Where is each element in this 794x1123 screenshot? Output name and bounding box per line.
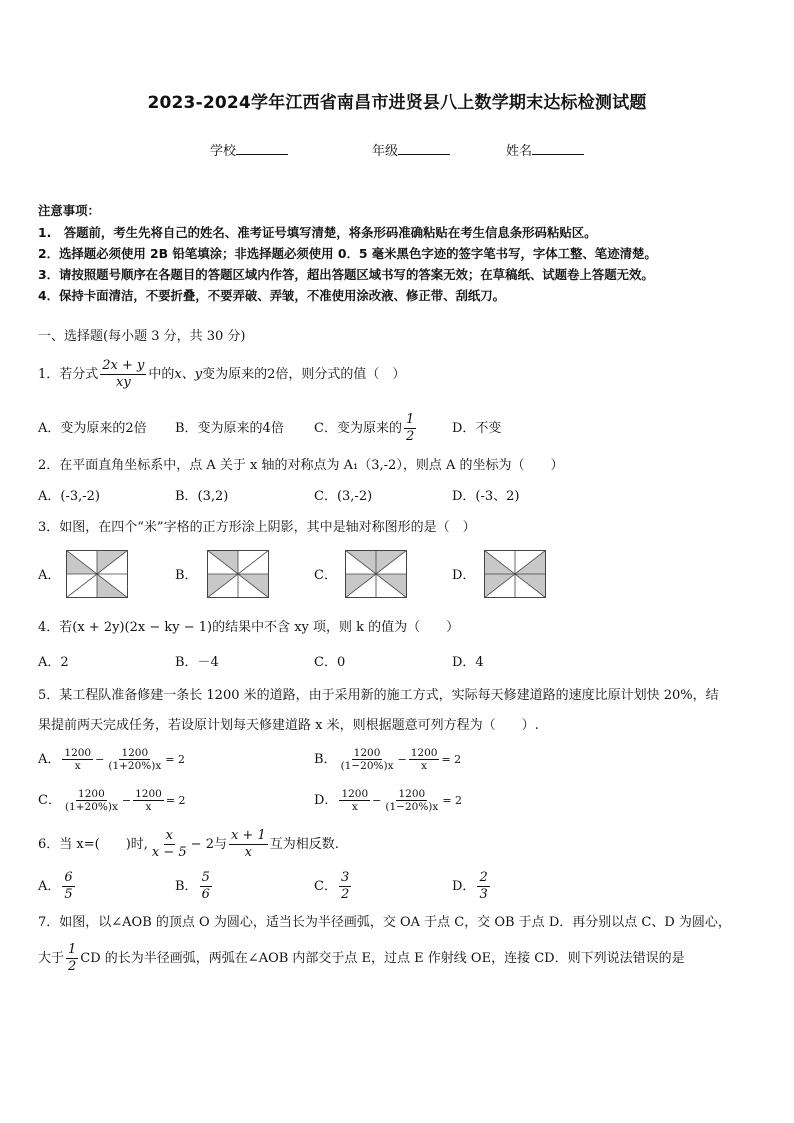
q2-option-a: A．(-3,-2): [38, 489, 100, 504]
q1-frac-den: xy: [115, 375, 131, 390]
name-label: 姓名: [506, 144, 533, 159]
q5-option-d: [314, 785, 462, 817]
q3-figure-b: [207, 550, 269, 598]
frac: [62, 870, 74, 903]
q1-suffix: 变为原来的2倍，则分式的值（ ）: [202, 367, 406, 382]
frac-num: 1200: [341, 788, 369, 800]
frac-den: 3: [479, 887, 488, 902]
q1-option-a: A．变为原来的2倍: [38, 421, 147, 436]
q3-option-a: A．: [38, 568, 61, 583]
q2-option-d: D．(-3、2): [452, 489, 520, 504]
q5-option-a: [38, 744, 185, 776]
q3-option-b: B．: [175, 568, 198, 583]
q2-option-b: B．(3,2): [175, 489, 229, 504]
q1-fraction: [100, 358, 146, 391]
frac-den: x − 5: [151, 845, 187, 860]
option-label: A．: [38, 752, 61, 767]
equals: = 2: [441, 753, 462, 766]
frac-num: 5: [201, 870, 210, 885]
frac: [409, 747, 440, 772]
frac-num: 1200: [398, 788, 426, 800]
q3-figure-c: [345, 550, 407, 598]
frac-den: (1+20%)x: [108, 760, 162, 772]
frac: [339, 788, 370, 813]
frac-den: 5: [64, 887, 73, 902]
frac-den: 6: [201, 887, 210, 902]
option-label: A．: [38, 879, 61, 894]
school-field[interactable]: [210, 140, 288, 159]
question-5-line-1: 5．某工程队准备修建一条长 1200 米的道路，由于采用新的施工方式，实际每天修建道路的速度比原计划快 20%，结: [38, 688, 719, 703]
frac: [339, 870, 351, 903]
minus-sign: −: [397, 753, 407, 766]
q5-option-c: [38, 785, 186, 817]
question-7-line-1: 7．如图，以∠AOB 的顶点 O 为圆心，适当长为半径画弧，交 OA 于点 C，交 OB 于点 D．再分别以点 C、D 为圆心，: [38, 915, 731, 930]
frac-num: 2: [479, 870, 488, 885]
q6-frac-1: [150, 828, 189, 861]
frac: [133, 788, 164, 813]
q1-frac-num: 2x + y: [102, 358, 145, 373]
section-heading: 一、选择题(每小题 3 分，共 30 分): [38, 329, 246, 344]
frac-num: 1: [405, 412, 415, 427]
q6-option-b: [175, 868, 214, 906]
option-label: B．: [175, 879, 198, 894]
q6-option-d: [452, 868, 492, 906]
option-label: D．: [314, 793, 338, 808]
frac-den: x: [74, 760, 81, 772]
question-3: 3．如图，在四个“米”字格的正方形涂上阴影，其中是轴对称图形的是（ ）: [38, 520, 476, 535]
q4-option-b: B．－4: [175, 655, 219, 670]
q1-opt-c-prefix: C．变为原来的: [314, 421, 402, 436]
question-6: [38, 826, 339, 864]
notice-heading: 注意事项：: [38, 203, 100, 218]
notice-item: 1. 答题前，考生先将自己的姓名、准考证号填写清楚，将条形码准确粘贴在考生信息条形码粘贴区。: [38, 225, 597, 240]
q6-mid: − 2与: [190, 837, 227, 852]
exam-title: 2023-2024学年江西省南昌市进贤县八上数学期末达标检测试题: [147, 93, 647, 113]
frac-num: 1200: [64, 747, 92, 759]
frac: [106, 747, 163, 772]
q5-option-b: [314, 744, 461, 776]
q6-suffix: 互为相反数.: [269, 837, 339, 852]
equals: = 2: [165, 794, 186, 807]
q1-opt-c-frac: [404, 412, 416, 445]
frac-den: 2: [340, 887, 350, 902]
q7-suffix: CD 的长为半径画弧，两弧在∠AOB 内部交于点 E，过点 E 作射线 OE，连接 CD．则下列说法错误的是: [80, 951, 685, 966]
frac-num: 6: [64, 870, 73, 885]
q6-frac-2: [229, 828, 268, 861]
frac-num: 1200: [78, 788, 105, 800]
q1-vars: x、y: [174, 367, 203, 382]
q6-option-c: [314, 868, 353, 906]
frac-num: 1: [68, 942, 77, 957]
frac-num: x + 1: [230, 828, 266, 843]
notice-item: 3．请按照题号顺序在各题目的答题区域内作答，超出答题区域书写的答案无效；在草稿纸、试题卷上答题无效。: [38, 267, 654, 282]
frac-den: 2: [405, 429, 415, 444]
q4-option-a: A．2: [38, 655, 69, 670]
school-label: 学校: [210, 144, 237, 159]
minus-sign: −: [372, 794, 382, 807]
q1-option-d: D．不变: [452, 421, 502, 436]
frac-num: 1200: [121, 747, 149, 759]
q6-option-a: [38, 868, 77, 906]
frac: [477, 870, 489, 903]
name-field[interactable]: [506, 140, 584, 159]
frac-den: (1−20%)x: [385, 801, 439, 813]
frac-den: (1−20%)x: [340, 760, 394, 772]
option-label: B．: [314, 752, 337, 767]
grade-label: 年级: [372, 144, 399, 159]
q7-prefix: 大于: [38, 951, 65, 966]
equals: = 2: [165, 753, 185, 766]
question-5-line-2: 果提前两天完成任务，若设原计划每天修建道路 x 米，则根据题意可列方程为（ ）.: [38, 718, 539, 733]
q1-option-b: B．变为原来的4倍: [175, 421, 284, 436]
frac-num: 1200: [410, 747, 438, 759]
frac-num: 3: [340, 870, 350, 885]
question-7-line-2: [38, 940, 685, 978]
option-label: D．: [452, 879, 476, 894]
question-1: [38, 356, 405, 394]
frac: [200, 870, 212, 903]
q4-option-c: C．0: [314, 655, 346, 670]
q1-prefix: 1．若分式: [38, 367, 99, 382]
q3-figure-a: [66, 550, 128, 598]
q1-option-c: [314, 410, 418, 448]
q3-option-c: C．: [314, 568, 337, 583]
grade-field[interactable]: [372, 140, 450, 159]
option-label: C．: [38, 793, 61, 808]
minus-sign: −: [95, 753, 105, 766]
q2-option-c: C．(3,-2): [314, 489, 373, 504]
q3-option-d: D．: [452, 568, 476, 583]
frac-num: 1200: [353, 747, 381, 759]
equals: = 2: [442, 794, 463, 807]
q3-figure-d: [484, 550, 546, 598]
frac-den: (1+20%)x: [64, 801, 118, 813]
frac: [62, 747, 93, 772]
frac-den: x: [421, 760, 428, 772]
frac-den: 2: [68, 959, 77, 974]
question-2: 2．在平面直角坐标系中，点 A 关于 x 轴的对称点为 A₁（3,-2），则点 A 的坐标为（ ）: [38, 458, 564, 473]
frac-num: x: [165, 828, 173, 843]
frac: [63, 788, 120, 813]
option-label: C．: [314, 879, 337, 894]
frac-num: 1200: [135, 788, 162, 800]
frac: [339, 747, 396, 772]
frac: [383, 788, 440, 813]
question-4: 4．若(x + 2y)(2x − ky − 1)的结果中不含 xy 项，则 k 的值为（ ）: [38, 620, 460, 635]
frac-den: x: [351, 801, 358, 813]
frac-den: x: [145, 801, 152, 813]
q1-mid: 中的: [148, 367, 175, 382]
q4-option-d: D．4: [452, 655, 484, 670]
frac-den: x: [244, 845, 253, 860]
q7-frac: [66, 942, 78, 975]
q6-prefix: 6．当 x=( )时,: [38, 837, 148, 852]
notice-item: 4．保持卡面清洁，不要折叠，不要弄破、弄皱，不准使用涂改液、修正带、刮纸刀。: [38, 288, 506, 303]
minus-sign: −: [121, 794, 132, 807]
notice-item: 2．选择题必须使用 2B 铅笔填涂；非选择题必须使用 0．5 毫米黑色字迹的签字笔书写，字体工整、笔迹清楚。: [38, 246, 657, 261]
